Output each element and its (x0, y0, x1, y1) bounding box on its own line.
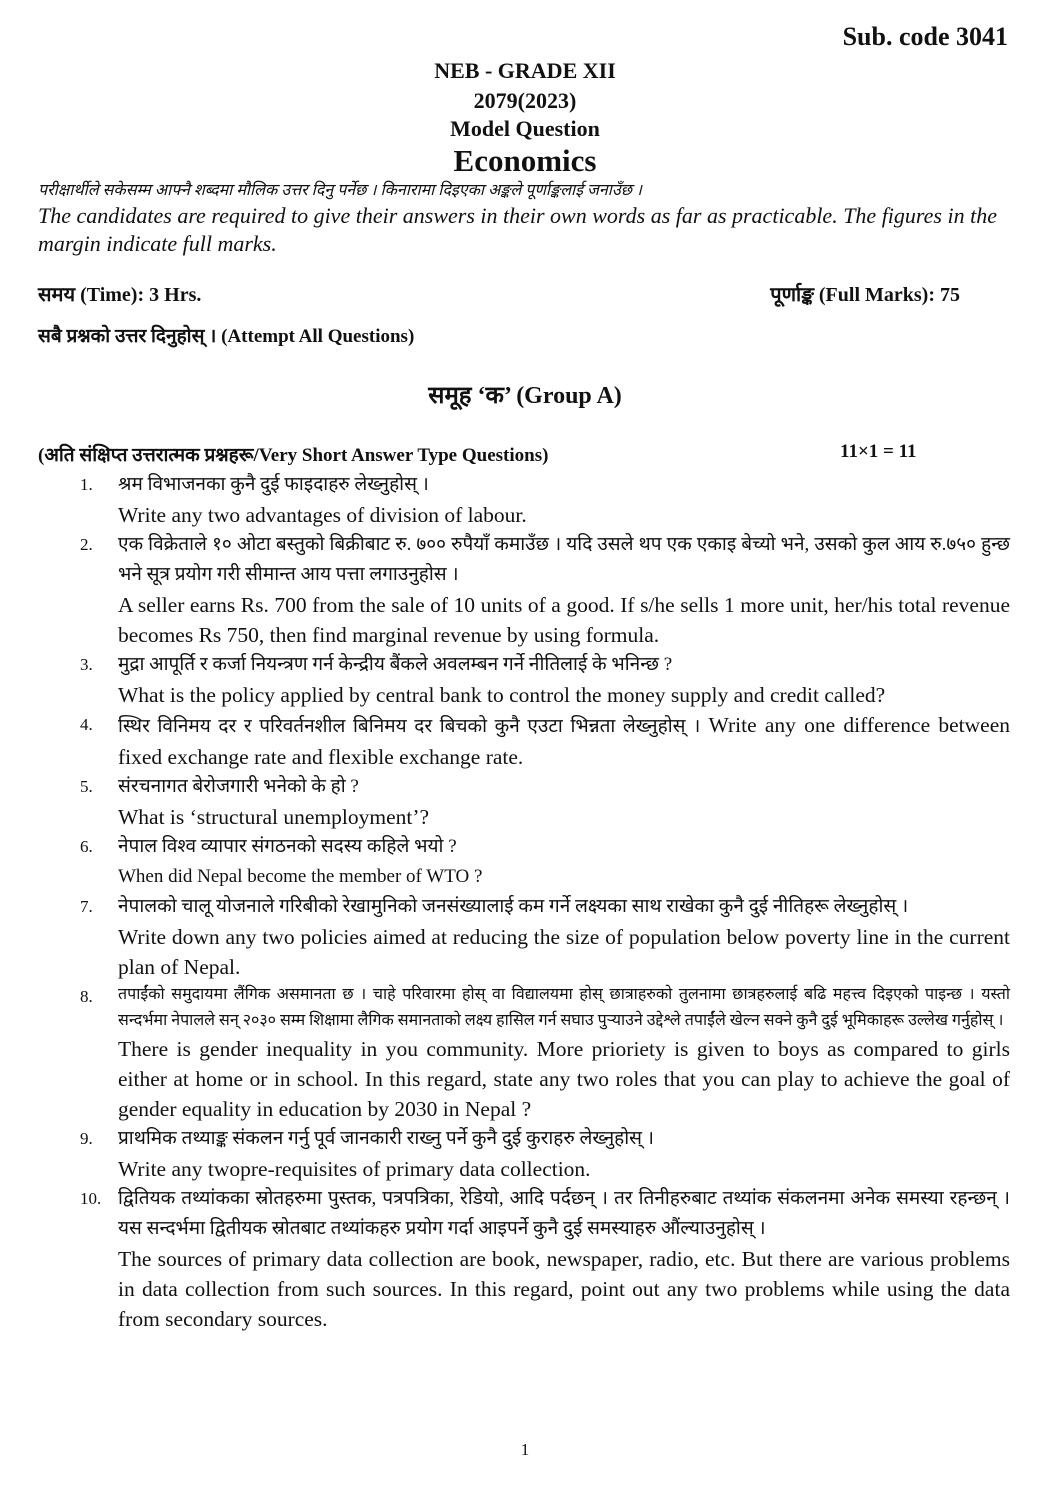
question-number: 7. (80, 897, 93, 916)
question-item (80, 470, 1010, 530)
question-text-nepali: तपाईंको समुदायमा लैंगिक असमानता छ । चाहे परिवारमा होस् वा विद्यालयमा होस् छात्राहरुको तुलनामा छात्रहरुलाई बढि महत्त्व दिइएको पाइन्छ । यस्तो सन्दर्भमा नेपालले सन् २०३० सम्म शिक्षामा लैगिक समानताको लक्ष्य हासिल गर्न सघाउ पुऱ्याउने उद्देश्ले तपाईंले खेल्न सक्ने कुनै दुई भूमिकाहरू उल्लेख गर्नुहोस् । (118, 986, 1010, 1029)
subject-title: Economics (453, 143, 597, 178)
full-marks-label: पूर्णाङ्क (Full Marks): 75 (770, 284, 960, 306)
question-number: 4. (80, 715, 93, 734)
sub-code: Sub. code 3041 (842, 22, 1008, 51)
group-title: समूह ‘क’ (Group A) (428, 383, 622, 409)
instructions-english: The candidates are required to give their answers in their own words as far as practicable. The figures in the margin indicate full marks. (38, 203, 997, 256)
question-text-nepali: प्राथमिक तथ्याङ्क संकलन गर्नु पूर्व जानकारी राख्नु पर्ने कुनै दुई कुराहरु लेख्नुहोस् । (118, 1128, 654, 1149)
question-text-nepali: एक विक्रेताले १० ओटा बस्तुको बिक्रीबाट रु. ७०० रुपैयाँ कमाउँछ । यदि उसले थप एक एकाइ बेच्यो भने, उसको कुल आय रु.७५० हुन्छ भने सूत्र प्रयोग गरी सीमान्त आय पत्ता लगाउनुहोस । (118, 534, 1010, 585)
year-heading: 2079(2023) (473, 88, 577, 113)
question-text-english: The sources of primary data collection are book, newspaper, radio, etc. But there are various problems in data collection from such sources. In this regard, point out any two problems while using the data from secondary sources. (118, 1247, 1010, 1331)
question-text-english: Write any two advantages of division of labour. (118, 503, 527, 527)
question-number: 5. (80, 777, 93, 796)
question-text-combined (118, 710, 1010, 772)
question-item (80, 650, 1010, 710)
question-item (80, 832, 1010, 892)
question-number: 8. (80, 987, 93, 1006)
question-number: 9. (80, 1129, 93, 1148)
question-item (80, 982, 1010, 1124)
question-text-english: When did Nepal become the member of WTO ? (118, 866, 483, 887)
question-text-english: What is ‘structural unemployment’? (118, 805, 430, 829)
question-text-english: What is the policy applied by central bank to control the money supply and credit called? (118, 683, 886, 707)
time-label: समय (Time): 3 Hrs. (38, 284, 202, 306)
group-marks: 11×1 = 11 (840, 441, 917, 462)
instructions-nepali: परीक्षार्थीले सकेसम्म आफ्नै शब्दमा मौलिक उत्तर दिनु पर्नेछ । किनारामा दिइएका अङ्कले पूर्णाङ्कलाई जनाउँछ । (38, 182, 643, 199)
question-text-nepali: नेपालको चालू योजनाले गरिबीको रेखामुनिको जनसंख्यालाई कम गर्ने लक्ष्यका साथ राखेका कुनै दुई नीतिहरू लेख्नुहोस् । (118, 896, 909, 917)
question-text-nepali: श्रम विभाजनका कुनै दुई फाइदाहरु लेख्नुहोस् । (118, 474, 429, 495)
attempt-instruction: सबै प्रश्नको उत्तर दिनुहोस् । (Attempt All Questions) (38, 326, 415, 347)
question-text-english: Write any twopre-requisites of primary data collection. (118, 1157, 591, 1181)
question-text-nepali: नेपाल विश्व व्यापार संगठनको सदस्य कहिले भयो ? (118, 836, 457, 857)
question-number: 2. (80, 535, 93, 554)
question-text-english: There is gender inequality in you community. More prioriety is given to boys as compared to girls either at home or in school. In this regard, state any two roles that you can play to achieve the goal of gender equality in education by 2030 in Nepal ? (118, 1037, 1010, 1121)
question-text-nepali: द्वितियक तथ्यांकका स्रोतहरुमा पुस्तक, पत्रपत्रिका, रेडियो, आदि पर्दछन् । तर तिनीहरुबाट तथ्यांक संकलनमा अनेक समस्या रहन्छन् । यस सन्दर्भमा द्वितीयक स्रोतबाट तथ्यांकहरु प्रयोग गर्दा आइपर्ने कुनै दुई समस्याहरु औंल्याउनुहोस् । (118, 1188, 1010, 1239)
question-number: 6. (80, 837, 93, 856)
question-text-english: Write down any two policies aimed at reducing the size of population below poverty line in the current plan of Nepal. (118, 925, 1010, 979)
question-item (80, 892, 1010, 982)
question-item (80, 772, 1010, 832)
question-text-nepali: संरचनागत बेरोजगारी भनेको के हो ? (118, 776, 359, 797)
question-item (80, 530, 1010, 650)
question-number: 3. (80, 655, 93, 674)
paper-type-heading: Model Question (450, 116, 600, 141)
question-text-english: Write any one difference between fixed exchange rate and flexible exchange rate. (118, 713, 1011, 769)
question-item (80, 1184, 1010, 1334)
question-item (80, 710, 1010, 772)
page-number: 1 (520, 1440, 530, 1459)
question-text-nepali: स्थिर विनिमय दर र परिवर्तनशील बिनिमय दर बिचको कुनै एउटा भिन्नता लेख्नुहोस् । (118, 716, 701, 737)
question-item (80, 1124, 1010, 1184)
question-number: 10. (80, 1189, 102, 1208)
group-subtitle: (अति संक्षिप्त उत्तरात्मक प्रश्नहरू/Very Short Answer Type Questions) (38, 445, 549, 466)
board-heading: NEB - GRADE XII (434, 58, 616, 83)
question-list (80, 470, 1010, 1334)
question-text-nepali: मुद्रा आपूर्ति र कर्जा नियन्त्रण गर्न केन्द्रीय बैंकले अवलम्बन गर्ने नीतिलाई के भनिन्छ ? (118, 654, 673, 675)
question-text-english: A seller earns Rs. 700 from the sale of 10 units of a good. If s/he sells 1 more unit, her/his total revenue becomes Rs 750, then find marginal revenue by using formula. (118, 593, 1010, 647)
question-number: 1. (80, 475, 93, 494)
